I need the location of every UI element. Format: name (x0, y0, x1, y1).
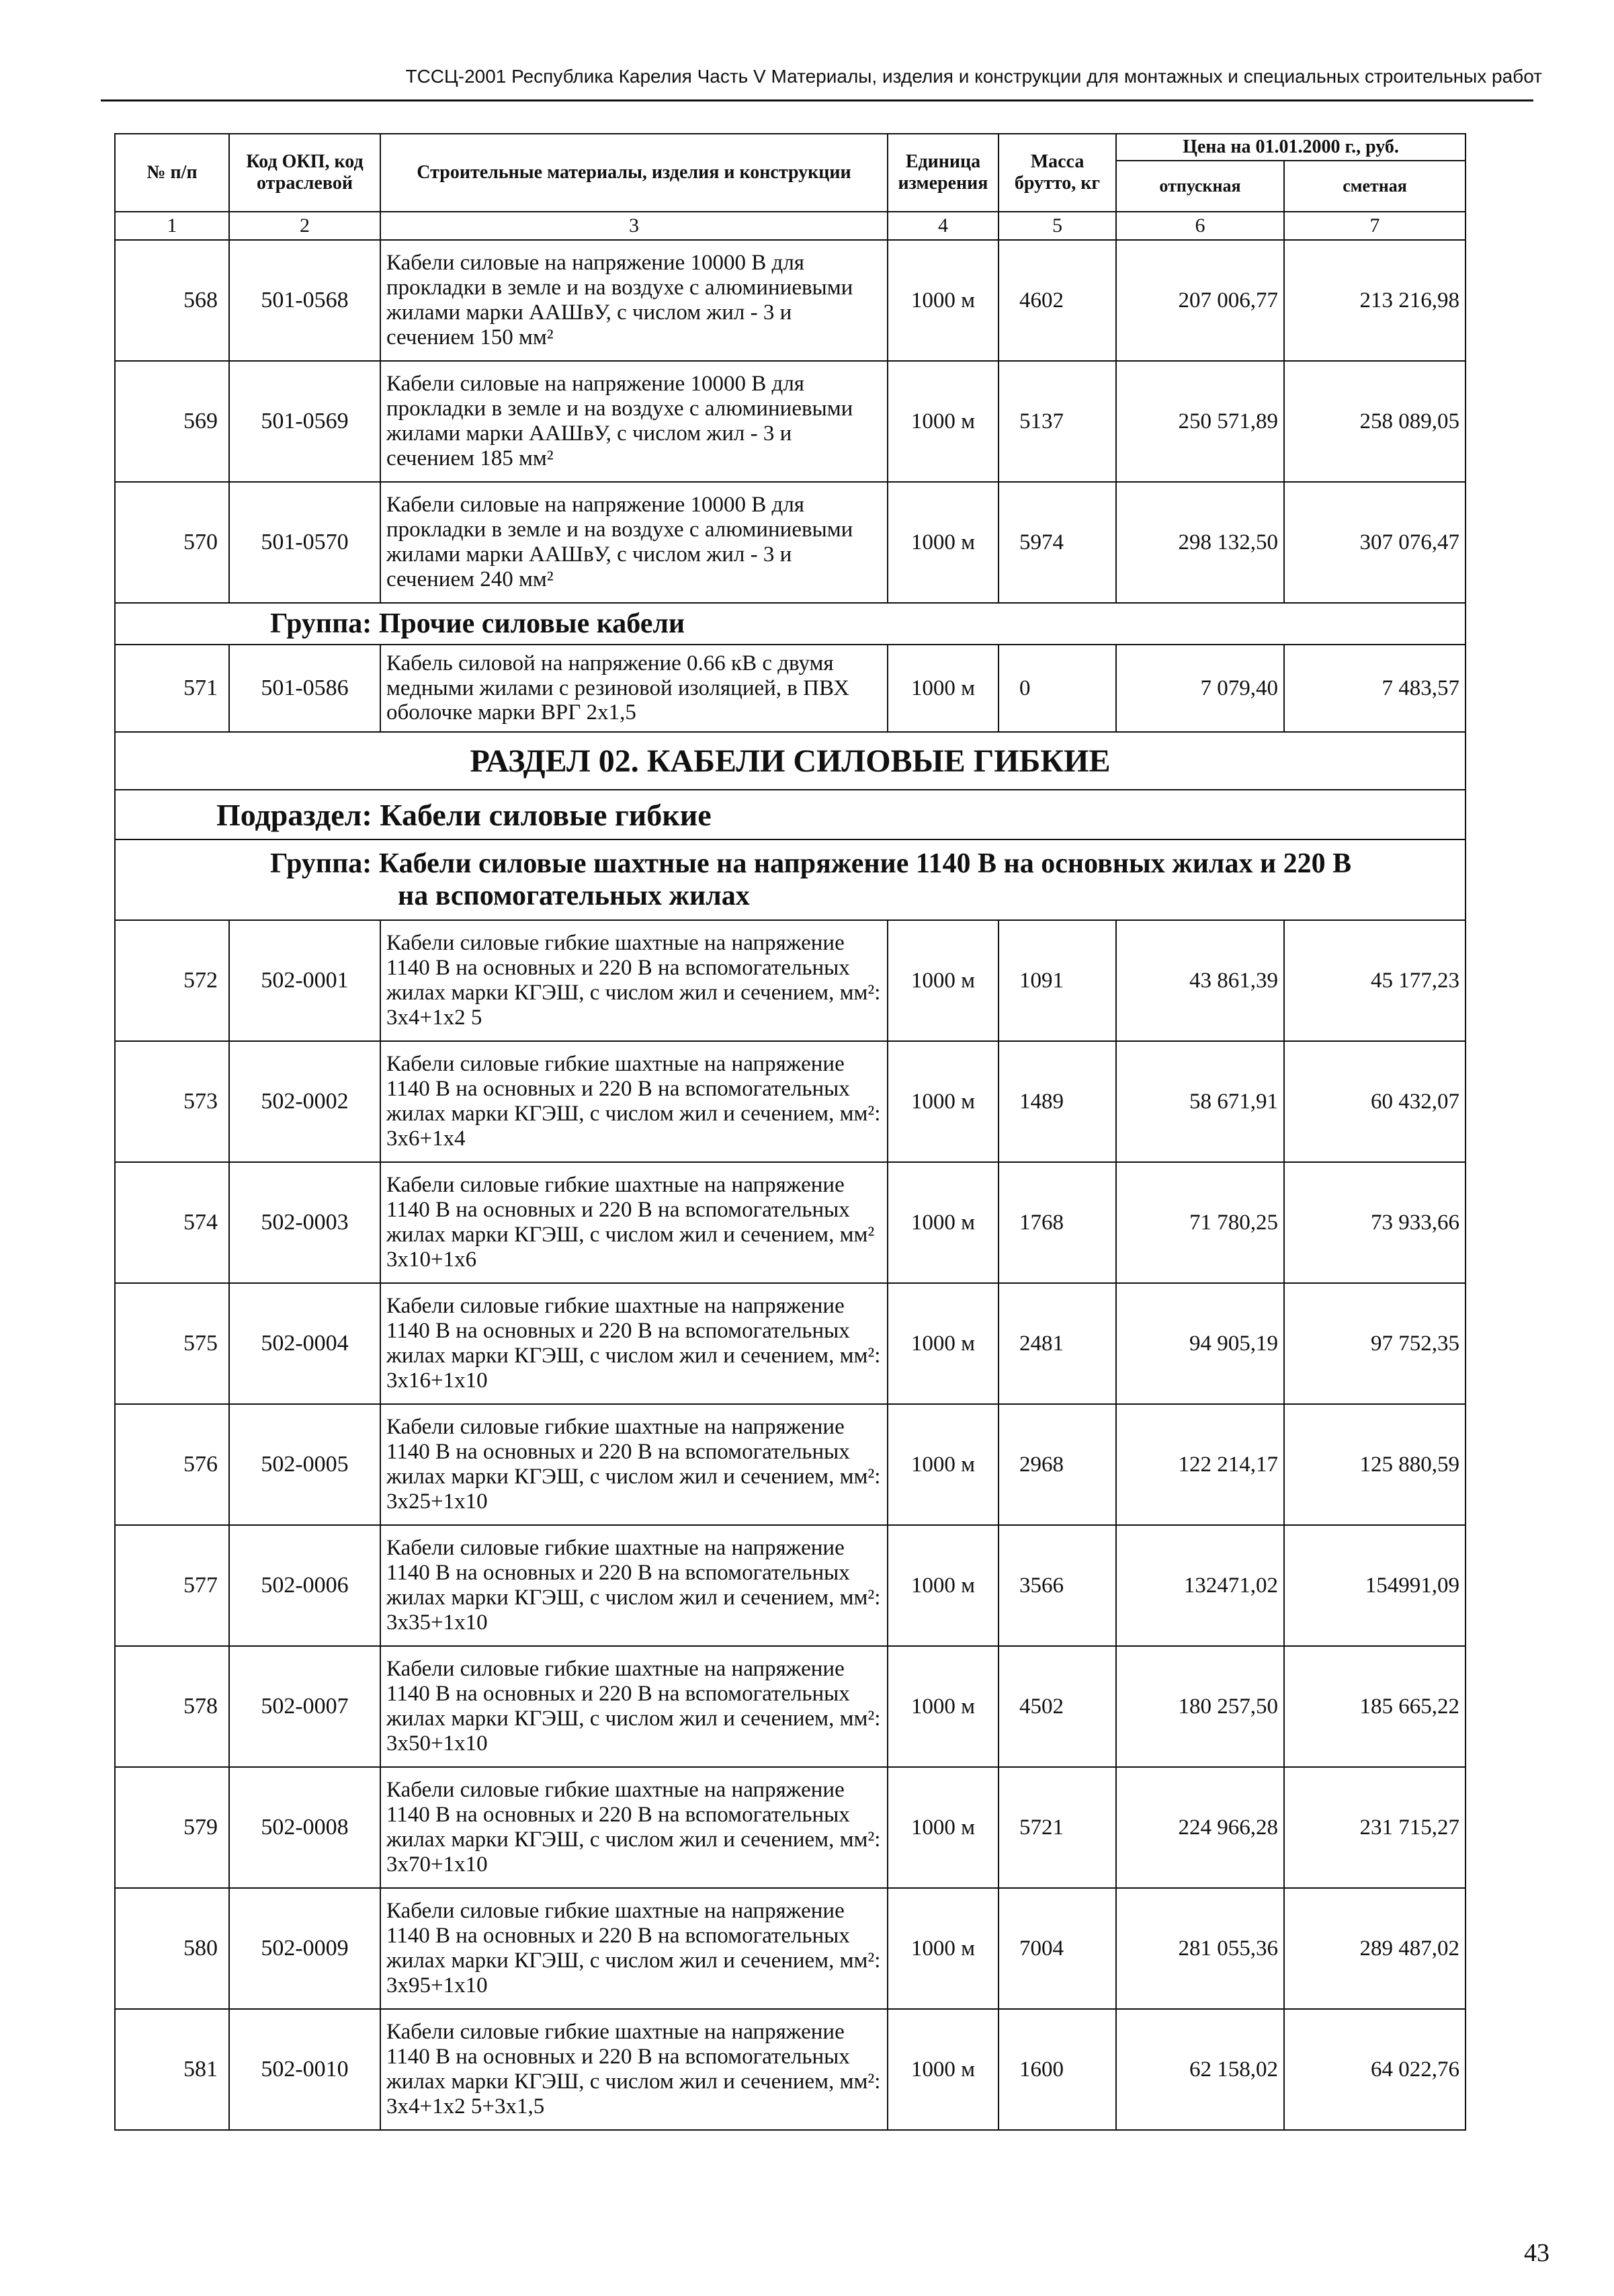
row-unit: 1000 м (888, 1888, 999, 2009)
row-description: Кабель силовой на напряжение 0.66 кВ с двумя медными жилами с резиновой изоляцией, в ПВХ оболочке марки ВРГ 2х1,5 (380, 645, 888, 732)
row-mass: 7004 (999, 1888, 1116, 2009)
table-row (115, 482, 1466, 603)
row-price-estimate: 213 216,98 (1284, 240, 1466, 361)
table-row (115, 1283, 1466, 1404)
row-price-release: 281 055,36 (1116, 1888, 1284, 2009)
row-unit: 1000 м (888, 361, 999, 482)
row-unit: 1000 м (888, 1404, 999, 1525)
row-number: 574 (115, 1162, 229, 1283)
row-code: 502-0009 (229, 1888, 380, 2009)
row-number: 573 (115, 1041, 229, 1162)
row-unit: 1000 м (888, 482, 999, 603)
col-header-mass: Масса брутто, кг (999, 134, 1116, 212)
row-mass: 4602 (999, 240, 1116, 361)
row-description: Кабели силовые гибкие шахтные на напряжение 1140 В на основных и 220 В на вспомогательных жилах марки КГЭШ, с числом жил и сечением, мм²: 3х16+1х10 (380, 1283, 888, 1404)
row-number: 579 (115, 1767, 229, 1888)
subsection-heading: Подраздел: Кабели силовые гибкие (115, 790, 1466, 839)
row-price-estimate: 231 715,27 (1284, 1767, 1466, 1888)
row-price-estimate: 307 076,47 (1284, 482, 1466, 603)
row-mass: 1489 (999, 1041, 1116, 1162)
page-number: 43 (1524, 2239, 1549, 2267)
row-number: 581 (115, 2009, 229, 2130)
row-number: 568 (115, 240, 229, 361)
row-price-estimate: 97 752,35 (1284, 1283, 1466, 1404)
row-price-release: 71 780,25 (1116, 1162, 1284, 1283)
row-code: 501-0569 (229, 361, 380, 482)
col-header-name: Строительные материалы, изделия и конструкции (380, 134, 888, 212)
row-number: 575 (115, 1283, 229, 1404)
col-header-unit: Единица измерения (888, 134, 999, 212)
column-number: 4 (888, 212, 999, 240)
row-price-release: 224 966,28 (1116, 1767, 1284, 1888)
row-code: 502-0007 (229, 1646, 380, 1767)
row-mass: 3566 (999, 1525, 1116, 1646)
row-mass: 5137 (999, 361, 1116, 482)
group-heading-line2: на вспомогательных жилах (398, 880, 750, 911)
row-code: 501-0568 (229, 240, 380, 361)
row-description: Кабели силовые гибкие шахтные на напряжение 1140 В на основных и 220 В на вспомогательных жилах марки КГЭШ, с числом жил и сечением, мм²: 3х6+1х4 (380, 1041, 888, 1162)
row-mass: 1600 (999, 2009, 1116, 2130)
row-unit: 1000 м (888, 1525, 999, 1646)
col-header-num: № п/п (115, 134, 229, 212)
row-price-estimate: 60 432,07 (1284, 1041, 1466, 1162)
row-price-estimate: 154991,09 (1284, 1525, 1466, 1646)
row-number: 577 (115, 1525, 229, 1646)
row-price-release: 94 905,19 (1116, 1283, 1284, 1404)
row-unit: 1000 м (888, 1283, 999, 1404)
row-number: 571 (115, 645, 229, 732)
row-description: Кабели силовые гибкие шахтные на напряжение 1140 В на основных и 220 В на вспомогательных жилах марки КГЭШ, с числом жил и сечением, мм²: 3х4+1х2 5+3х1,5 (380, 2009, 888, 2130)
table-row (115, 2009, 1466, 2130)
row-price-release: 207 006,77 (1116, 240, 1284, 361)
row-price-release: 122 214,17 (1116, 1404, 1284, 1525)
row-mass: 1768 (999, 1162, 1116, 1283)
table-row (115, 1888, 1466, 2009)
column-number: 1 (115, 212, 229, 240)
row-unit: 1000 м (888, 645, 999, 732)
row-description: Кабели силовые гибкие шахтные на напряжение 1140 В на основных и 220 В на вспомогательных жилах марки КГЭШ, с числом жил и сечением, мм²: 3х4+1х2 5 (380, 920, 888, 1041)
row-number: 580 (115, 1888, 229, 2009)
row-code: 502-0010 (229, 2009, 380, 2130)
section-heading-row (115, 732, 1466, 790)
row-description: Кабели силовые гибкие шахтные на напряжение 1140 В на основных и 220 В на вспомогательных жилах марки КГЭШ, с числом жил и сечением, мм² 3х10+1х6 (380, 1162, 888, 1283)
row-price-release: 58 671,91 (1116, 1041, 1284, 1162)
row-price-estimate: 45 177,23 (1284, 920, 1466, 1041)
row-price-estimate: 7 483,57 (1284, 645, 1466, 732)
row-price-estimate: 185 665,22 (1284, 1646, 1466, 1767)
row-description: Кабели силовые гибкие шахтные на напряжение 1140 В на основных и 220 В на вспомогательных жилах марки КГЭШ, с числом жил и сечением, мм²: 3х35+1х10 (380, 1525, 888, 1646)
table-row (115, 1525, 1466, 1646)
header-rule (101, 99, 1533, 101)
row-code: 501-0586 (229, 645, 380, 732)
table-row (115, 240, 1466, 361)
row-number: 576 (115, 1404, 229, 1525)
row-description: Кабели силовые гибкие шахтные на напряжение 1140 В на основных и 220 В на вспомогательных жилах марки КГЭШ, с числом жил и сечением, мм²: 3х70+1х10 (380, 1767, 888, 1888)
table-row (115, 1041, 1466, 1162)
table-row (115, 1404, 1466, 1525)
table-row (115, 920, 1466, 1041)
row-price-release: 7 079,40 (1116, 645, 1284, 732)
section-heading: РАЗДЕЛ 02. КАБЕЛИ СИЛОВЫЕ ГИБКИЕ (115, 732, 1466, 790)
group-heading: Группа: Прочие силовые кабели (115, 603, 1466, 645)
row-code: 502-0003 (229, 1162, 380, 1283)
column-number: 2 (229, 212, 380, 240)
row-price-estimate: 73 933,66 (1284, 1162, 1466, 1283)
row-description: Кабели силовые гибкие шахтные на напряжение 1140 В на основных и 220 В на вспомогательных жилах марки КГЭШ, с числом жил и сечением, мм²: 3х50+1х10 (380, 1646, 888, 1767)
row-mass: 5721 (999, 1767, 1116, 1888)
group-heading (115, 839, 1466, 920)
col-header-price-estimate: сметная (1284, 161, 1466, 212)
row-code: 502-0008 (229, 1767, 380, 1888)
column-number: 3 (380, 212, 888, 240)
row-mass: 0 (999, 645, 1116, 732)
row-description: Кабели силовые на напряжение 10000 В для прокладки в земле и на воздухе с алюминиевыми жилами марки ААШвУ, с числом жил - 3 и сечением 150 мм² (380, 240, 888, 361)
price-table (114, 133, 1466, 2131)
group-heading-line1: Группа: Кабели силовые шахтные на напряжение 1140 В на основных жилах и 220 В (270, 848, 1352, 879)
row-code: 502-0005 (229, 1404, 380, 1525)
row-number: 572 (115, 920, 229, 1041)
row-price-release: 250 571,89 (1116, 361, 1284, 482)
group-heading-row (115, 839, 1466, 920)
col-header-price-release: отпускная (1116, 161, 1284, 212)
page-header: ТССЦ-2001 Республика Карелия Часть V Материалы, изделия и конструкции для монтажных и специальных строительных работ (405, 66, 1542, 87)
row-price-estimate: 289 487,02 (1284, 1888, 1466, 2009)
group-heading-row (115, 603, 1466, 645)
row-code: 502-0001 (229, 920, 380, 1041)
col-header-code: Код ОКП, код отраслевой (229, 134, 380, 212)
subsection-heading-row (115, 790, 1466, 839)
row-price-release: 132471,02 (1116, 1525, 1284, 1646)
row-description: Кабели силовые гибкие шахтные на напряжение 1140 В на основных и 220 В на вспомогательных жилах марки КГЭШ, с числом жил и сечением, мм²: 3х25+1х10 (380, 1404, 888, 1525)
table-row (115, 1162, 1466, 1283)
row-unit: 1000 м (888, 2009, 999, 2130)
row-number: 570 (115, 482, 229, 603)
col-header-price: Цена на 01.01.2000 г., руб. (1116, 134, 1466, 161)
column-number: 5 (999, 212, 1116, 240)
row-mass: 1091 (999, 920, 1116, 1041)
row-code: 502-0002 (229, 1041, 380, 1162)
row-mass: 4502 (999, 1646, 1116, 1767)
row-unit: 1000 м (888, 1646, 999, 1767)
row-unit: 1000 м (888, 1162, 999, 1283)
row-price-release: 298 132,50 (1116, 482, 1284, 603)
table-row (115, 1646, 1466, 1767)
row-unit: 1000 м (888, 920, 999, 1041)
row-unit: 1000 м (888, 1041, 999, 1162)
row-code: 501-0570 (229, 482, 380, 603)
row-price-estimate: 258 089,05 (1284, 361, 1466, 482)
column-number: 6 (1116, 212, 1284, 240)
table-row (115, 645, 1466, 732)
row-mass: 5974 (999, 482, 1116, 603)
row-number: 578 (115, 1646, 229, 1767)
row-code: 502-0006 (229, 1525, 380, 1646)
row-mass: 2968 (999, 1404, 1116, 1525)
column-numbers-row (115, 212, 1466, 240)
row-price-release: 180 257,50 (1116, 1646, 1284, 1767)
table-row (115, 361, 1466, 482)
row-unit: 1000 м (888, 240, 999, 361)
row-unit: 1000 м (888, 1767, 999, 1888)
row-mass: 2481 (999, 1283, 1116, 1404)
row-price-release: 43 861,39 (1116, 920, 1284, 1041)
row-number: 569 (115, 361, 229, 482)
row-price-estimate: 64 022,76 (1284, 2009, 1466, 2130)
row-price-release: 62 158,02 (1116, 2009, 1284, 2130)
row-description: Кабели силовые на напряжение 10000 В для прокладки в земле и на воздухе с алюминиевыми жилами марки ААШвУ, с числом жил - 3 и сечением 240 мм² (380, 482, 888, 603)
column-number: 7 (1284, 212, 1466, 240)
row-description: Кабели силовые гибкие шахтные на напряжение 1140 В на основных и 220 В на вспомогательных жилах марки КГЭШ, с числом жил и сечением, мм²: 3х95+1х10 (380, 1888, 888, 2009)
row-description: Кабели силовые на напряжение 10000 В для прокладки в земле и на воздухе с алюминиевыми жилами марки ААШвУ, с числом жил - 3 и сечением 185 мм² (380, 361, 888, 482)
row-code: 502-0004 (229, 1283, 380, 1404)
row-price-estimate: 125 880,59 (1284, 1404, 1466, 1525)
table-row (115, 1767, 1466, 1888)
